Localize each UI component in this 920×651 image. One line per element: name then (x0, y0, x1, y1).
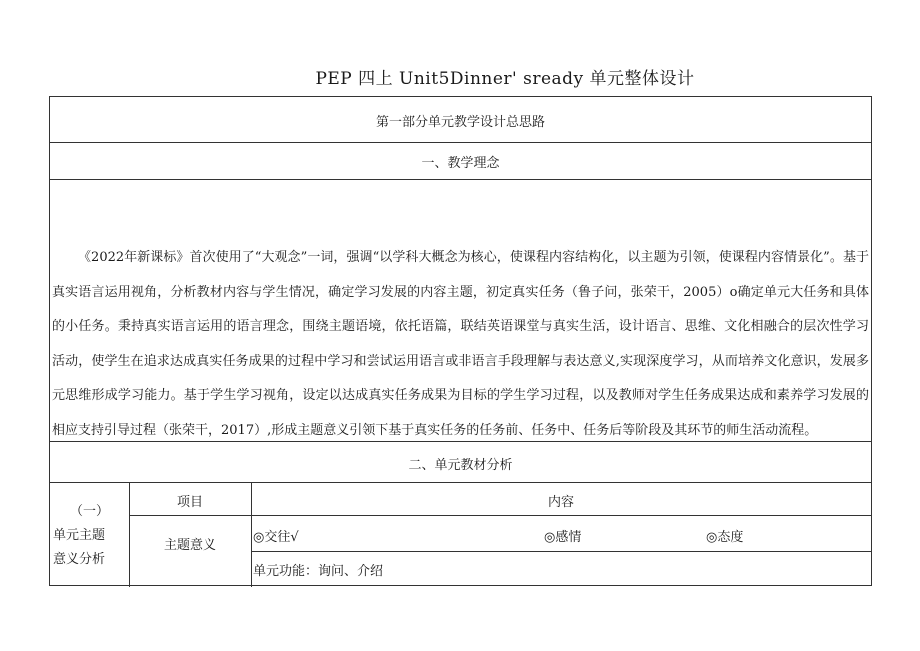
row-divider (251, 551, 871, 552)
row-label-line2: 单元主题 (53, 528, 106, 543)
column-header-item: 项目 (176, 495, 203, 510)
design-table (49, 96, 872, 586)
paragraph-text: 《2022年新课标》首次使用了“大观念”一词，强调“以学科大概念为核心，使课程内容结构化，以主题为引领，使课程内容情景化”。基于真实语言运用视角，分析教材内容与学生情况，确定学习发展的内容主题，初定真实任务（鲁子问，张荣干，2005）o确定单元大任务和具体的小任务。秉持真实语言运用的语言理念，围绕主题语境，依托语篇，联结英语课堂与真实生活，设计语言、思维、文化相融合的层次性学习活动，使学生在追求达成真实任务成果的过程中学习和尝试运用语言或非语言手段理解与表达意义,实现深度学习，从而培养文化意识，发展多元思维形成学习能力。基于学生学习视角，设定以达成真实任务成果为目标的学生学习过程，以及教师对学生任务成果达成和素养学习发展的相应支持引导过程（张荣干，2017）,形成主题意义引领下基于真实任务的任务前、任务中、任务后等阶段及其环节的师生活动流程。 (52, 250, 869, 438)
option-communication: ◎交往√ (253, 530, 299, 545)
section2-heading: 二、单元教材分析 (408, 458, 513, 473)
row-divider (50, 179, 871, 180)
sub-label-theme: 主题意义 (163, 538, 216, 553)
column-header-content: 内容 (547, 495, 574, 510)
section1-paragraph (52, 241, 869, 448)
part-heading: 第一部分单元教学设计总思路 (375, 115, 545, 130)
row-label-line3: 意义分析 (53, 552, 106, 567)
row-label-line1: （一） (69, 504, 109, 519)
section1-heading: 一、教学理念 (421, 156, 500, 171)
row-divider (50, 142, 871, 143)
option-emotion: ◎感情 (544, 530, 582, 545)
unit-function-line: 单元功能：询问、介绍 (253, 564, 384, 579)
document-title: PEP 四上 Unit5Dinner' sready 单元整体设计 (315, 69, 695, 89)
row-divider (129, 515, 871, 516)
option-attitude: ◎态度 (706, 530, 744, 545)
row-divider (50, 482, 871, 483)
